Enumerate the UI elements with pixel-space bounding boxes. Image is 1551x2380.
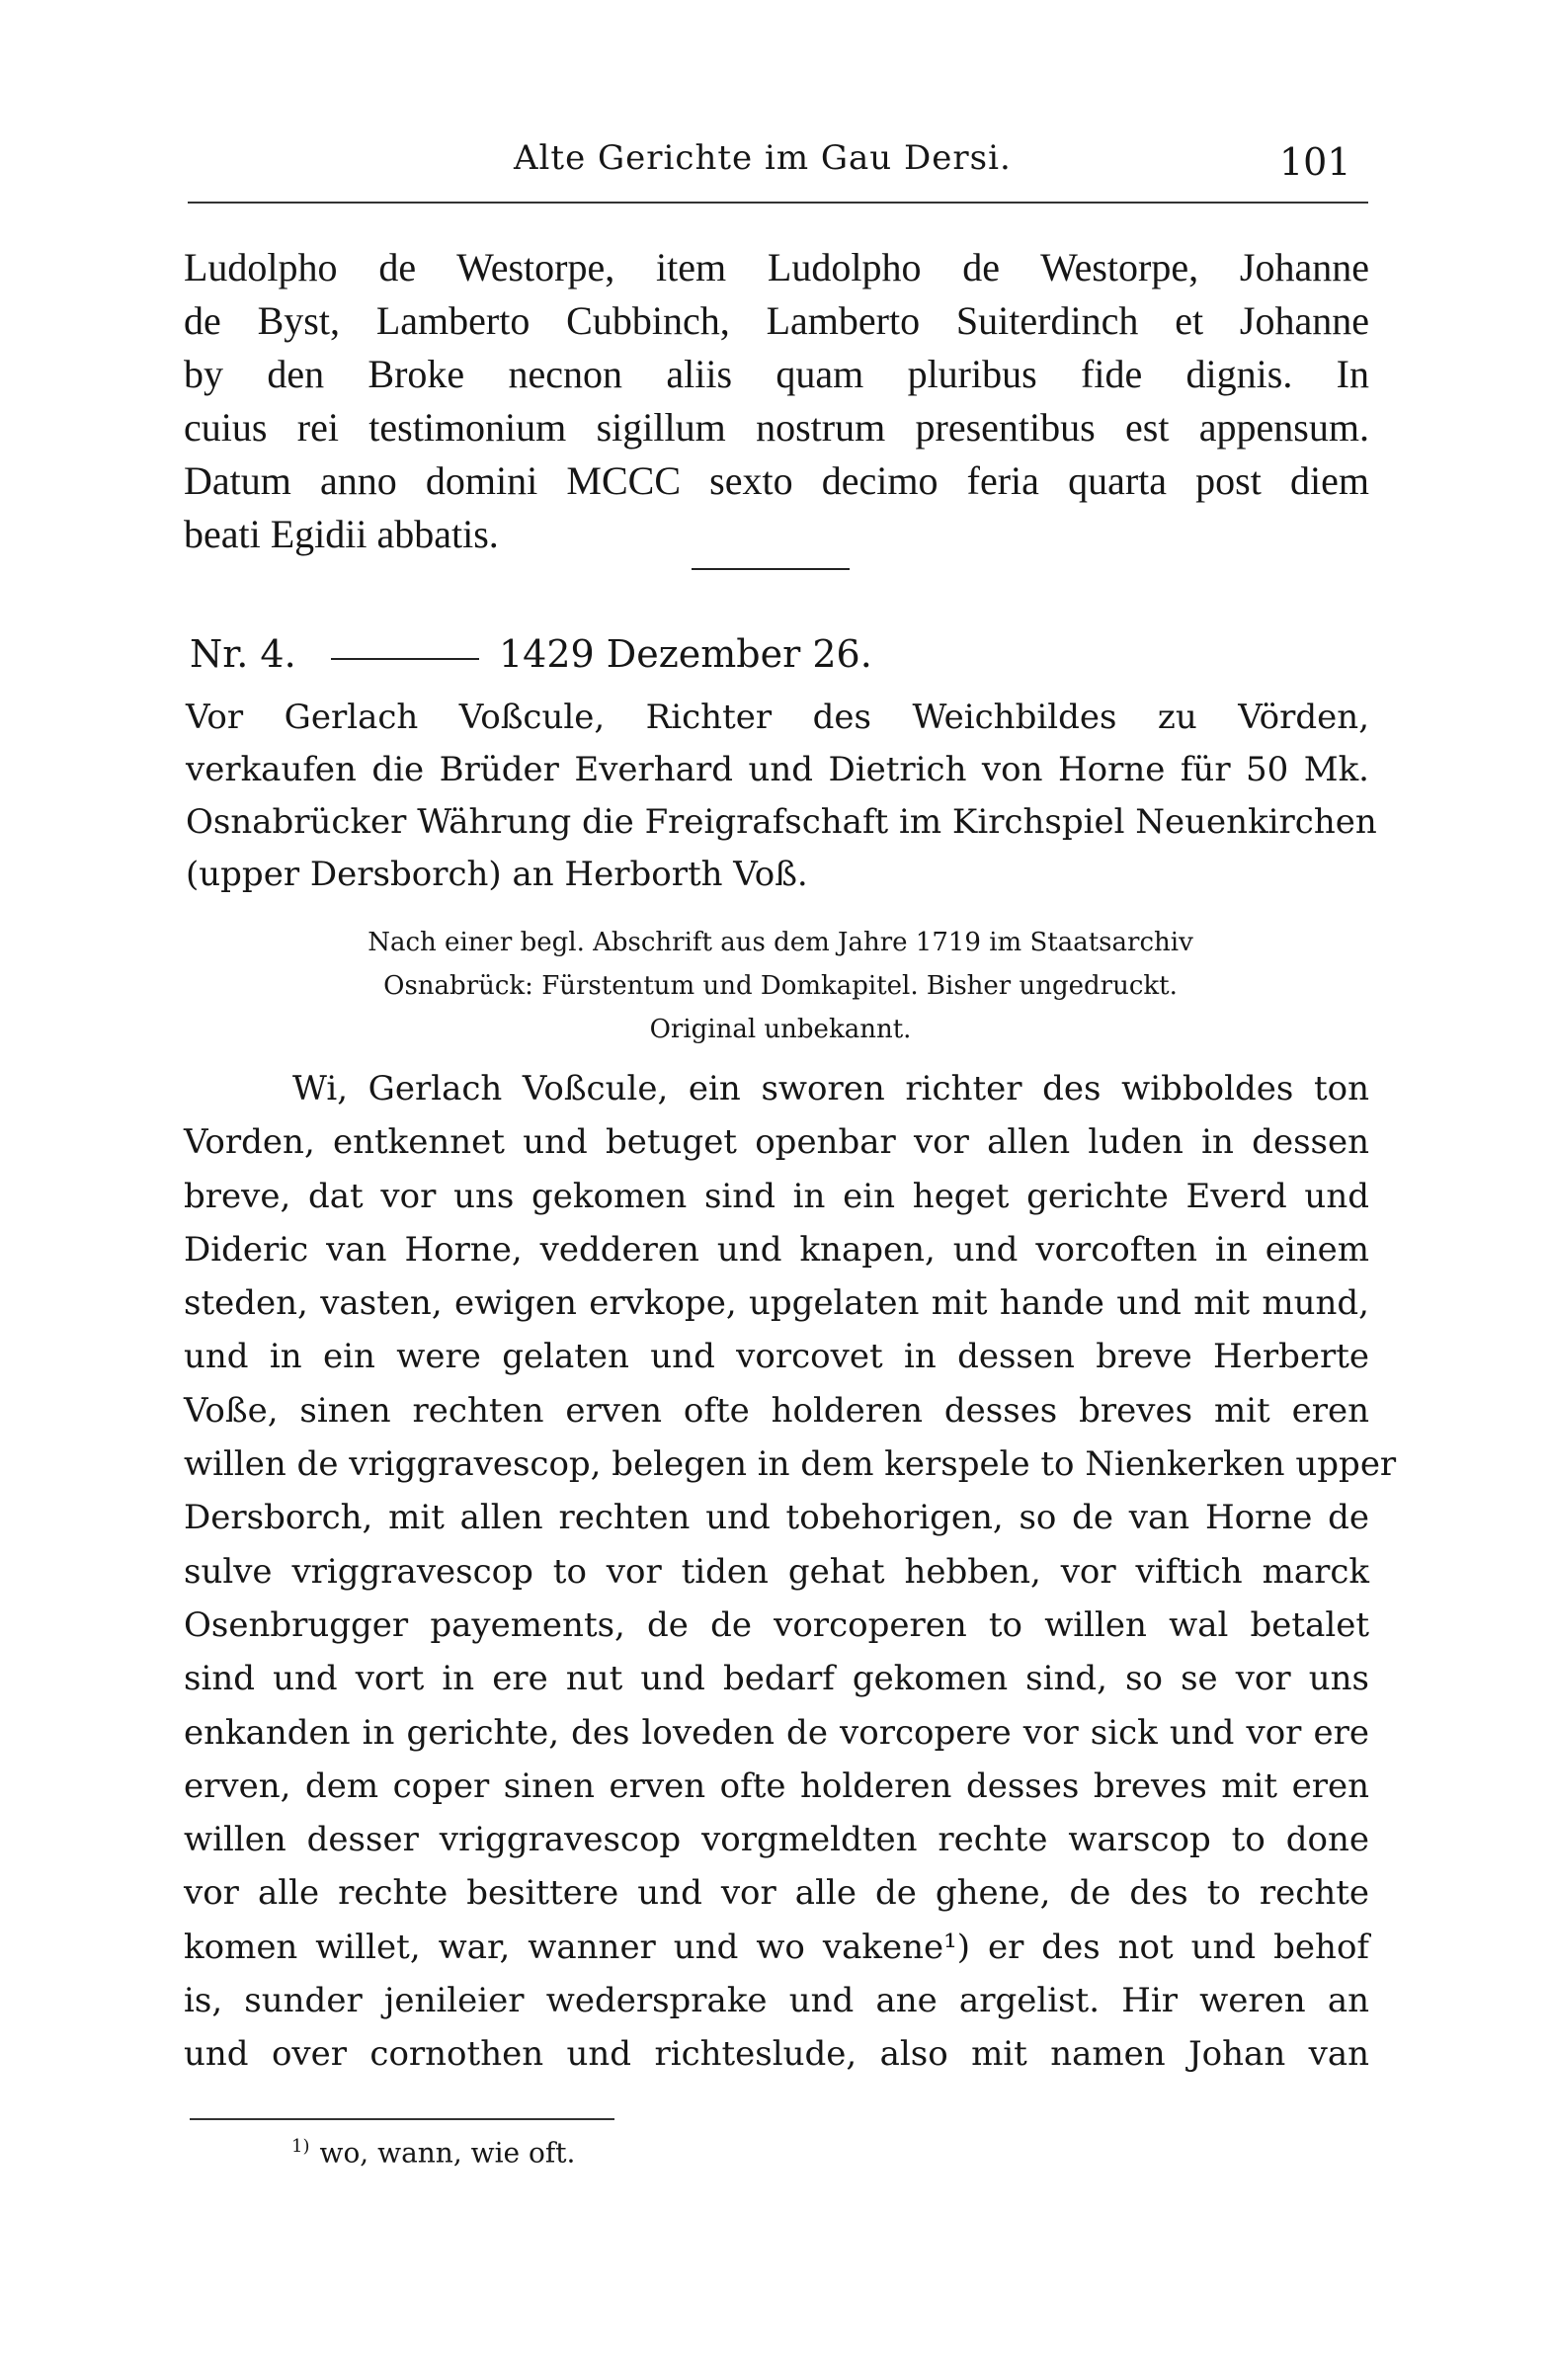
text-line: Ludolpho de Westorpe, item Ludolpho de Westorpe, Johanne bbox=[184, 245, 1369, 289]
body-line: steden, vasten, ewigen ervkope, upgelaten mit hande und mit mund, bbox=[184, 1283, 1369, 1324]
header-rule bbox=[188, 202, 1368, 204]
text-line: Datum anno domini MCCC sexto decimo feria quarta post diem bbox=[184, 458, 1369, 503]
footnote-rule bbox=[190, 2118, 614, 2120]
footnote-text: wo, wann, wie oft. bbox=[319, 2136, 576, 2170]
section-divider bbox=[692, 568, 850, 570]
footnote-marker: 1) bbox=[291, 2136, 310, 2157]
document-dash bbox=[331, 658, 479, 660]
regest-line: (upper Dersborch) an Herborth Voß. bbox=[186, 855, 808, 894]
source-line: Nach einer begl. Abschrift aus dem Jahre 1719 im Staatsarchiv bbox=[367, 928, 1193, 957]
body-line: is, sunder jenileier wedersprake und ane argelist. Hir weren an bbox=[184, 1981, 1369, 2021]
source-line: Osnabrück: Fürstentum und Domkapitel. Bisher ungedruckt. bbox=[383, 971, 1178, 1001]
regest-line: Osnabrücker Währung die Freigrafschaft im Kirchspiel Neuenkirchen bbox=[186, 802, 1377, 842]
text-line: beati Egidii abbatis. bbox=[184, 512, 499, 556]
latin-paragraph bbox=[184, 241, 1369, 561]
body-line: enkanden in gerichte, des loveden de vorcopere vor sick und vor ere bbox=[184, 1712, 1369, 1753]
body-line: erven, dem coper sinen erven ofte holderen desses breves mit eren bbox=[184, 1765, 1369, 1806]
document-date: 1429 Dezember 26. bbox=[499, 632, 872, 676]
regest-line: Vor Gerlach Voßcule, Richter des Weichbildes zu Vörden, bbox=[186, 698, 1369, 737]
body-line: sulve vriggravescop to vor tiden gehat hebben, vor viftich marck bbox=[184, 1551, 1369, 1592]
running-title: Alte Gerichte im Gau Dersi. bbox=[514, 138, 1012, 178]
body-line: komen willet, war, wanner und wo vakene¹) er des not und behof bbox=[184, 1927, 1369, 1967]
text-line: cuius rei testimonium sigillum nostrum presentibus est appensum. bbox=[184, 405, 1369, 450]
body-line: und in ein were gelaten und vorcovet in dessen breve Herberte bbox=[184, 1337, 1369, 1377]
body-line: und over cornothen und richteslude, also mit namen Johan van bbox=[184, 2034, 1369, 2075]
text-line: by den Broke necnon aliis quam pluribus fide dignis. In bbox=[184, 352, 1369, 396]
regest-summary bbox=[186, 692, 1377, 901]
source-note bbox=[158, 921, 1403, 1051]
body-line: breve, dat vor uns gekomen sind in ein heget gerichte Everd und bbox=[184, 1176, 1369, 1216]
body-line: willen de vriggravescop, belegen in dem kerspele to Nienkerken upper bbox=[184, 1444, 1397, 1485]
document-number: Nr. 4. bbox=[190, 632, 296, 676]
page-number: 101 bbox=[1279, 140, 1351, 184]
body-line: Vorden, entkennet und betuget openbar vor allen luden in dessen bbox=[184, 1122, 1369, 1163]
charter-text bbox=[184, 1062, 1397, 2082]
regest-line: verkaufen die Brüder Everhard und Dietrich von Horne für 50 Mk. bbox=[186, 750, 1369, 789]
body-line: Osenbrugger payements, de de vorcoperen to willen wal betalet bbox=[184, 1604, 1369, 1645]
body-line: Voße, sinen rechten erven ofte holderen desses breves mit eren bbox=[184, 1390, 1369, 1431]
text-line: de Byst, Lamberto Cubbinch, Lamberto Suiterdinch et Johanne bbox=[184, 298, 1369, 343]
body-line: vor alle rechte besittere und vor alle de ghene, de des to rechte bbox=[184, 1873, 1369, 1914]
footnote bbox=[291, 2136, 575, 2169]
body-line: sind und vort in ere nut und bedarf gekomen sind, so se vor uns bbox=[184, 1659, 1369, 1699]
source-line: Original unbekannt. bbox=[649, 1015, 912, 1044]
body-line: willen desser vriggravescop vorgmeldten rechte warscop to done bbox=[184, 1820, 1369, 1860]
body-line: Dersborch, mit allen rechten und tobehorigen, so de van Horne de bbox=[184, 1498, 1369, 1538]
body-line: Dideric van Horne, vedderen und knapen, und vorcoften in einem bbox=[184, 1229, 1369, 1270]
body-line: Wi, Gerlach Voßcule, ein sworen richter des wibboldes ton bbox=[292, 1069, 1369, 1108]
